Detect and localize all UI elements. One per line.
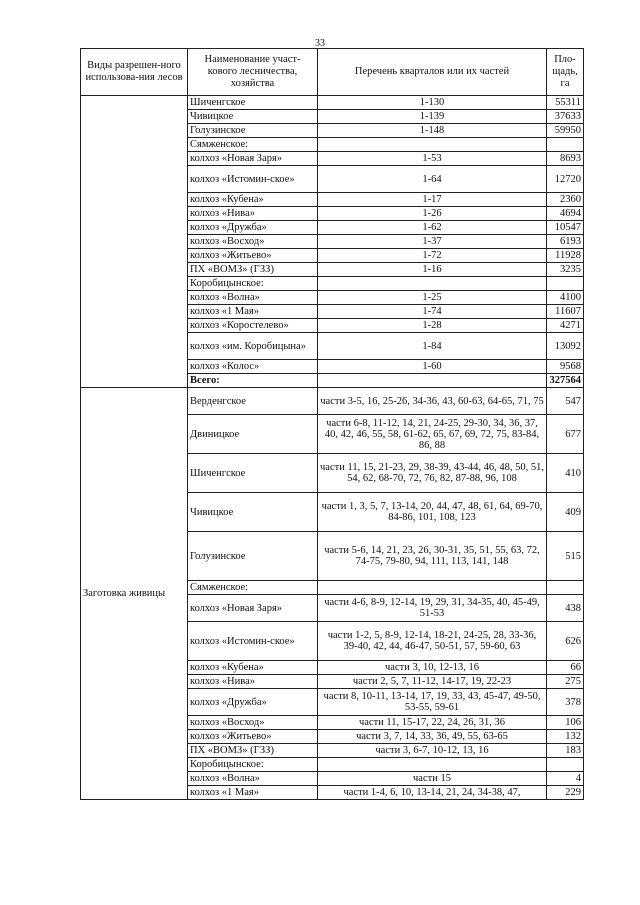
header-quarters: Перечень кварталов или их частей (318, 49, 547, 96)
forestry-cell: Шиченгское (188, 96, 318, 110)
quarters-cell: 1-17 (318, 193, 547, 207)
area-cell: 13092 (547, 333, 584, 360)
quarters-cell: части 4-6, 8-9, 12-14, 19, 29, 31, 34-35, 40, 45-49, 51-53 (318, 595, 547, 622)
quarters-cell: части 3, 7, 14, 33, 36, 49, 55, 63-65 (318, 730, 547, 744)
header-area: Пло-щадь, га (547, 49, 584, 96)
quarters-cell: части 1-2, 5, 8-9, 12-14, 18-21, 24-25, 28, 33-36, 39-40, 42, 44, 46-47, 50-51, 57, 59-60, 63 (318, 622, 547, 661)
forestry-cell: Чивицкое (188, 493, 318, 532)
forestry-cell: Коробицынское: (188, 277, 318, 291)
quarters-cell (318, 138, 547, 152)
quarters-cell: части 11, 15, 21-23, 29, 38-39, 43-44, 46, 48, 50, 51, 54, 62, 68-70, 72, 76, 82, 87-88, 96, 108 (318, 454, 547, 493)
area-cell: 10547 (547, 221, 584, 235)
forestry-cell: Голузинское (188, 532, 318, 581)
quarters-cell: части 3, 10, 12-13, 16 (318, 661, 547, 675)
forest-use-table (80, 48, 584, 800)
forestry-cell: колхоз «Волна» (188, 291, 318, 305)
forestry-cell: колхоз «им. Коробицына» (188, 333, 318, 360)
quarters-cell: 1-72 (318, 249, 547, 263)
forestry-cell: Голузинское (188, 124, 318, 138)
quarters-cell: части 2, 5, 7, 11-12, 14-17, 19, 22-23 (318, 675, 547, 689)
forestry-cell: колхоз «Новая Заря» (188, 152, 318, 166)
table-header-row (81, 49, 584, 96)
area-cell: 55311 (547, 96, 584, 110)
total-area: 327564 (547, 374, 584, 388)
table-row (81, 96, 584, 110)
quarters-cell: 1-130 (318, 96, 547, 110)
quarters-cell: части 6-8, 11-12, 14, 21, 24-25, 29-30, 34, 36, 37, 40, 42, 46, 55, 58, 61-62, 65, 67, 69, 72, 75, 83-84, 86, 88 (318, 415, 547, 454)
quarters-cell: 1-37 (318, 235, 547, 249)
area-cell: 183 (547, 744, 584, 758)
forestry-cell: колхоз «Нива» (188, 675, 318, 689)
area-cell: 106 (547, 716, 584, 730)
forestry-cell: колхоз «Истомин-ское» (188, 166, 318, 193)
area-cell: 6193 (547, 235, 584, 249)
forestry-cell: колхоз «Дружба» (188, 221, 318, 235)
forestry-cell: колхоз «Истомин-ское» (188, 622, 318, 661)
quarters-cell: части 15 (318, 772, 547, 786)
quarters-cell: 1-64 (318, 166, 547, 193)
area-cell (547, 581, 584, 595)
area-cell: 378 (547, 689, 584, 716)
quarters-cell: 1-84 (318, 333, 547, 360)
area-cell: 9568 (547, 360, 584, 374)
forestry-cell: Коробицынское: (188, 758, 318, 772)
quarters-cell (318, 581, 547, 595)
area-cell: 12720 (547, 166, 584, 193)
forestry-cell: колхоз «1 Мая» (188, 786, 318, 800)
table-row (81, 388, 584, 415)
forestry-cell: Верденгское (188, 388, 318, 415)
forestry-cell: Двиницкое (188, 415, 318, 454)
quarters-cell: части 3, 6-7, 10-12, 13, 16 (318, 744, 547, 758)
quarters-cell (318, 758, 547, 772)
area-cell: 59950 (547, 124, 584, 138)
area-cell: 4271 (547, 319, 584, 333)
quarters-cell: 1-62 (318, 221, 547, 235)
area-cell: 8693 (547, 152, 584, 166)
forestry-cell: колхоз «Новая Заря» (188, 595, 318, 622)
area-cell: 4100 (547, 291, 584, 305)
total-label: Всего: (188, 374, 318, 388)
area-cell: 2360 (547, 193, 584, 207)
forestry-cell: Сямженское: (188, 138, 318, 152)
forestry-cell: Сямженское: (188, 581, 318, 595)
header-forestry: Наименование участ-кового лесничества, хозяйства (188, 49, 318, 96)
area-cell: 547 (547, 388, 584, 415)
forestry-cell: колхоз «Кубена» (188, 193, 318, 207)
forestry-cell: колхоз «Кубена» (188, 661, 318, 675)
forestry-cell: колхоз «Житьево» (188, 730, 318, 744)
quarters-cell (318, 374, 547, 388)
area-cell (547, 758, 584, 772)
area-cell: 132 (547, 730, 584, 744)
quarters-cell: 1-16 (318, 263, 547, 277)
area-cell: 409 (547, 493, 584, 532)
quarters-cell: 1-60 (318, 360, 547, 374)
area-cell: 438 (547, 595, 584, 622)
area-cell: 37633 (547, 110, 584, 124)
quarters-cell: 1-53 (318, 152, 547, 166)
quarters-cell: части 1, 3, 5, 7, 13-14, 20, 44, 47, 48, 61, 64, 69-70, 84-86, 101, 108, 123 (318, 493, 547, 532)
quarters-cell: части 11, 15-17, 22, 24, 26, 31, 36 (318, 716, 547, 730)
quarters-cell: части 8, 10-11, 13-14, 17, 19, 33, 43, 45-47, 49-50, 53-55, 59-61 (318, 689, 547, 716)
forestry-cell: колхоз «Нива» (188, 207, 318, 221)
quarters-cell: части 3-5, 16, 25-26, 34-36, 43, 60-63, 64-65, 71, 75 (318, 388, 547, 415)
forestry-cell: ПХ «ВОМЗ» (ГЗЗ) (188, 263, 318, 277)
quarters-cell: 1-26 (318, 207, 547, 221)
forestry-cell: колхоз «Восход» (188, 235, 318, 249)
quarters-cell: 1-25 (318, 291, 547, 305)
quarters-cell: 1-74 (318, 305, 547, 319)
forestry-cell: колхоз «Волна» (188, 772, 318, 786)
area-cell: 3235 (547, 263, 584, 277)
kind-cell-empty (81, 96, 188, 388)
area-cell (547, 138, 584, 152)
area-cell: 4694 (547, 207, 584, 221)
forestry-cell: колхоз «Житьево» (188, 249, 318, 263)
area-cell: 275 (547, 675, 584, 689)
area-cell: 229 (547, 786, 584, 800)
area-cell: 626 (547, 622, 584, 661)
quarters-cell (318, 277, 547, 291)
quarters-cell: 1-28 (318, 319, 547, 333)
page-number: 33 (315, 38, 325, 49)
area-cell: 4 (547, 772, 584, 786)
quarters-cell: части 5-6, 14, 21, 23, 26, 30-31, 35, 51, 55, 63, 72, 74-75, 79-80, 94, 111, 113, 141, 148 (318, 532, 547, 581)
area-cell: 11928 (547, 249, 584, 263)
area-cell: 66 (547, 661, 584, 675)
forestry-cell: Чивицкое (188, 110, 318, 124)
header-kind: Виды разрешен-ного использова-ния лесов (81, 49, 188, 96)
area-cell: 677 (547, 415, 584, 454)
forestry-cell: колхоз «Дружба» (188, 689, 318, 716)
quarters-cell: части 1-4, 6, 10, 13-14, 21, 24, 34-38, 47, (318, 786, 547, 800)
area-cell (547, 277, 584, 291)
forestry-cell: ПХ «ВОМЗ» (ГЗЗ) (188, 744, 318, 758)
quarters-cell: 1-148 (318, 124, 547, 138)
forestry-cell: колхоз «Коростелево» (188, 319, 318, 333)
area-cell: 515 (547, 532, 584, 581)
forestry-cell: Шиченгское (188, 454, 318, 493)
quarters-cell: 1-139 (318, 110, 547, 124)
kind-cell: Заготовка живицы (81, 388, 188, 800)
area-cell: 11607 (547, 305, 584, 319)
forestry-cell: колхоз «Восход» (188, 716, 318, 730)
forestry-cell: колхоз «Колос» (188, 360, 318, 374)
area-cell: 410 (547, 454, 584, 493)
forestry-cell: колхоз «1 Мая» (188, 305, 318, 319)
